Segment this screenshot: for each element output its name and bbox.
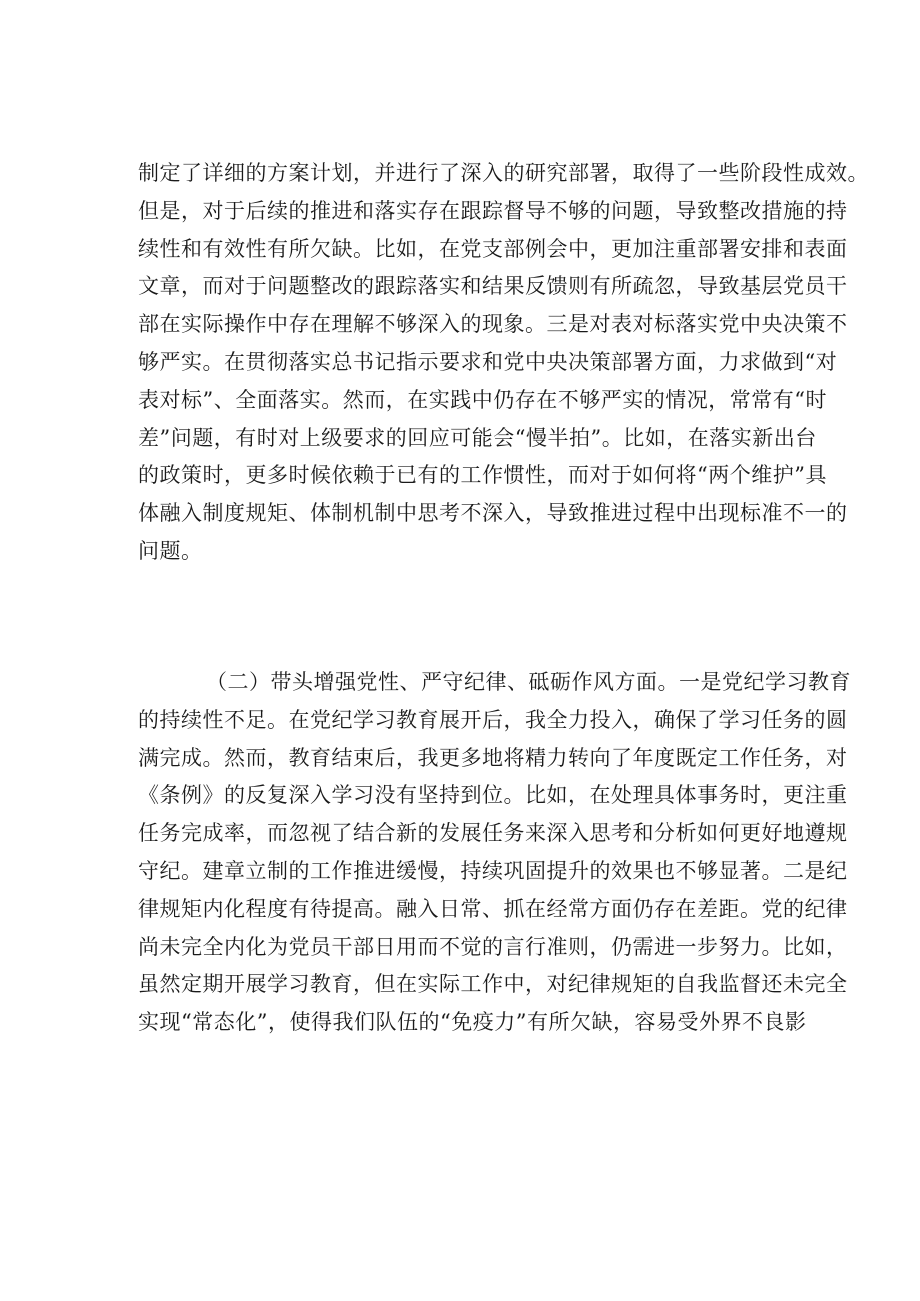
text-line: 但是，对于后续的推进和落实存在跟踪督导不够的问题，导致整改措施的持 <box>138 198 848 223</box>
text-line: 够严实。在贯彻落实总书记指示要求和党中央决策部署方面，力求做到“对 <box>138 349 838 374</box>
text-line: 的持续性不足。在党纪学习教育展开后，我全力投入，确保了学习任务的圆 <box>138 707 848 732</box>
text-line: 体融入制度规矩、体制机制中思考不深入，导致推进过程中出现标准不一的 <box>138 501 848 526</box>
text-line: 满完成。然而，教育结束后，我更多地将精力转向了年度既定工作任务，对 <box>138 745 848 770</box>
text-line: 守纪。建章立制的工作推进缓慢，持续巩固提升的效果也不够显著。二是纪 <box>138 858 848 883</box>
text-line: 制定了详细的方案计划，并进行了深入的研究部署，取得了一些阶段性成效。 <box>138 161 869 185</box>
text-line: 续性和有效性有所欠缺。比如，在党支部例会中，更加注重部署安排和表面 <box>138 236 848 261</box>
text-line: 律规矩内化程度有待提高。融入日常、抓在经常方面仍存在差距。党的纪律 <box>138 896 848 921</box>
text-line: 部在实际操作中存在理解不够深入的现象。三是对表对标落实党中央决策不 <box>138 312 848 337</box>
text-line: 实现“常态化”，使得我们队伍的“免疫力”有所欠缺，容易受外界不良影 <box>138 1010 807 1035</box>
text-line: 任务完成率，而忽视了结合新的发展任务来深入思考和分析如何更好地遵规 <box>138 821 848 846</box>
text-line: 虽然定期开展学习教育，但在实际工作中，对纪律规矩的自我监督还未完全 <box>138 972 848 997</box>
text-line: 尚未完全内化为党员干部日用而不觉的言行准则，仍需进一步努力。比如， <box>138 934 848 959</box>
text-line: 文章，而对于问题整改的跟踪落实和结果反馈则有所疏忽，导致基层党员干 <box>138 274 848 299</box>
text-line: 问题。 <box>138 538 203 563</box>
text-line: 《条例》的反复深入学习没有坚持到位。比如，在处理具体事务时，更注重 <box>138 783 848 808</box>
paragraph-continuation <box>138 155 869 571</box>
text-line: 表对标”、全面落实。然而，在实践中仍存在不够严实的情况，常常有“时 <box>138 387 827 412</box>
text-line: 的政策时，更多时候依赖于已有的工作惯性，而对于如何将“两个维护”具 <box>138 463 827 488</box>
text-line: 差”问题，有时对上级要求的回应可能会“慢半拍”。比如，在落实新出台 <box>138 425 817 450</box>
section-heading-line: （二）带头增强党性、严守纪律、砥砺作风方面。一是党纪学习教育 <box>206 670 851 694</box>
paragraph-section-two <box>138 664 851 1042</box>
